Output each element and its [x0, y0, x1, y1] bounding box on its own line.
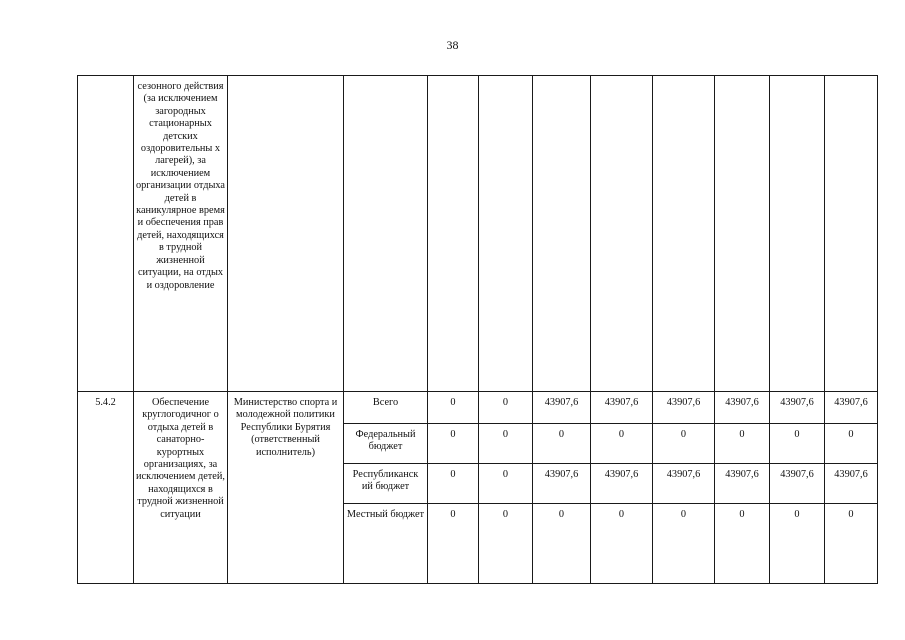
funding-value: 0 — [479, 464, 533, 504]
funding-value: 0 — [479, 504, 533, 584]
continuation-value-cell — [770, 76, 825, 392]
funding-value: 0 — [825, 504, 878, 584]
continuation-source-cell — [344, 76, 428, 392]
funding-value: 43907,6 — [825, 392, 878, 424]
funding-source: Федеральный бюджет — [344, 424, 428, 464]
continuation-value-cell — [653, 76, 715, 392]
continuation-value-cell — [825, 76, 878, 392]
funding-value: 43907,6 — [591, 464, 653, 504]
funding-value: 0 — [715, 424, 770, 464]
funding-value: 0 — [770, 504, 825, 584]
continuation-description: сезонного действия (за исключением загородных стационарных детских оздоровительны х лагерей), за исключением организации отдыха детей в каникулярное время и обеспечения прав детей, находящихся в трудной жизненной ситуации, на отдых и оздоровление — [134, 76, 228, 392]
row-executor: Министерство спорта и молодежной политики Республики Бурятия (ответственный исполнитель) — [228, 392, 344, 584]
funding-value: 0 — [770, 424, 825, 464]
funding-value: 0 — [653, 504, 715, 584]
funding-value: 43907,6 — [533, 464, 591, 504]
funding-source: Всего — [344, 392, 428, 424]
funding-value: 0 — [591, 424, 653, 464]
continuation-value-cell — [479, 76, 533, 392]
continuation-value-cell — [715, 76, 770, 392]
continuation-value-cell — [533, 76, 591, 392]
funding-value: 43907,6 — [715, 392, 770, 424]
page-number: 38 — [446, 38, 459, 52]
funding-value: 43907,6 — [770, 464, 825, 504]
continuation-number-cell — [78, 76, 134, 392]
funding-value: 0 — [428, 392, 479, 424]
funding-value: 43907,6 — [653, 464, 715, 504]
funding-value: 0 — [428, 424, 479, 464]
funding-value: 43907,6 — [653, 392, 715, 424]
funding-source: Республиканск ий бюджет — [344, 464, 428, 504]
funding-value: 0 — [533, 504, 591, 584]
continuation-value-cell — [428, 76, 479, 392]
funding-value: 0 — [428, 464, 479, 504]
funding-value: 43907,6 — [770, 392, 825, 424]
funding-value: 0 — [591, 504, 653, 584]
continuation-executor-cell — [228, 76, 344, 392]
funding-value: 0 — [533, 424, 591, 464]
funding-value: 43907,6 — [533, 392, 591, 424]
funding-value: 0 — [479, 392, 533, 424]
funding-value: 43907,6 — [825, 464, 878, 504]
funding-row-total — [78, 392, 878, 424]
funding-value: 0 — [825, 424, 878, 464]
funding-source: Местный бюджет — [344, 504, 428, 584]
funding-value: 43907,6 — [591, 392, 653, 424]
continuation-row — [78, 76, 878, 392]
funding-value: 0 — [715, 504, 770, 584]
funding-value: 43907,6 — [715, 464, 770, 504]
funding-value: 0 — [428, 504, 479, 584]
row-number: 5.4.2 — [78, 392, 134, 584]
row-description: Обеспечение круглогодичног о отдыха детей в санаторно-курортных организациях, за исключением детей, находящихся в трудной жизненной ситуации — [134, 392, 228, 584]
funding-value: 0 — [479, 424, 533, 464]
funding-value: 0 — [653, 424, 715, 464]
continuation-value-cell — [591, 76, 653, 392]
program-table — [77, 75, 878, 584]
